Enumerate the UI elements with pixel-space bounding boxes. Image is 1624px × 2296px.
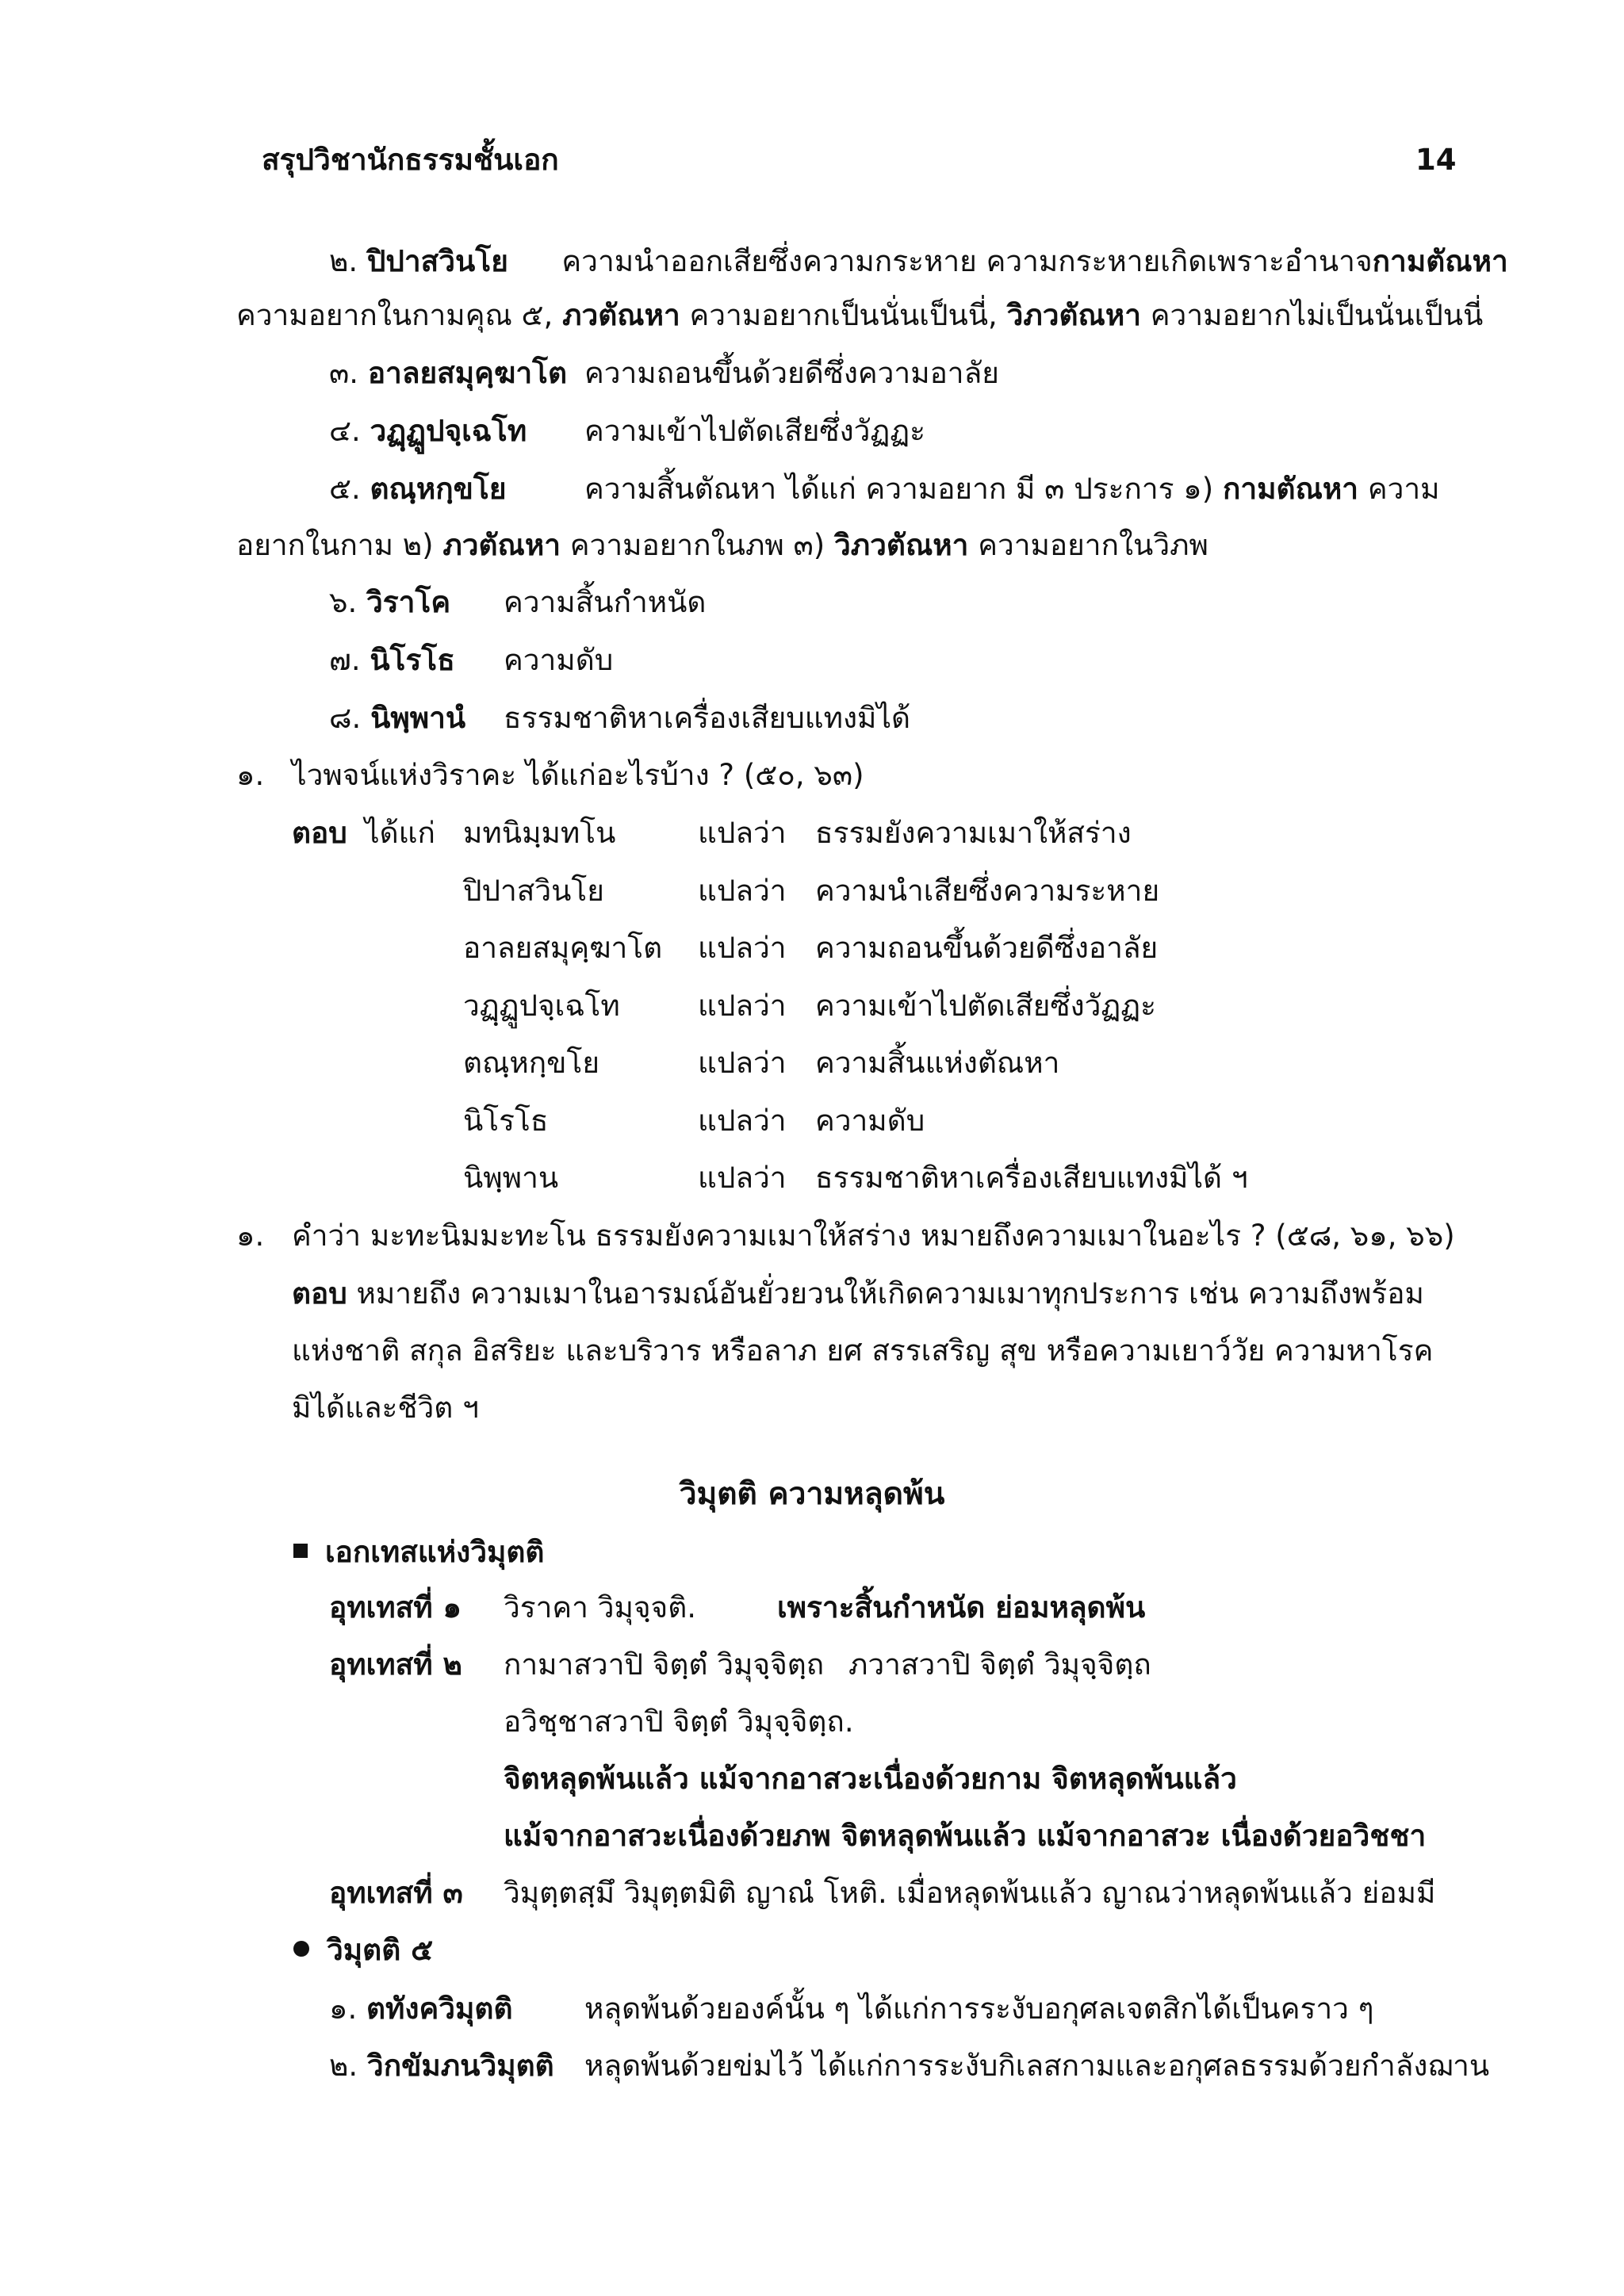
item-7-text: ความดับ xyxy=(504,643,614,677)
q1-answer-label: ตอบ xyxy=(292,816,347,850)
q1-row-meaning: ความเข้าไปตัดเสียซึ่งวัฏฏะ xyxy=(815,989,1156,1023)
item-7 xyxy=(329,643,455,678)
uddesa-2-label: อุทเทสที่ ๒ xyxy=(329,1647,462,1682)
vimutti-1 xyxy=(329,1992,512,2026)
item-5b-c: ความอยากในวิภพ xyxy=(968,528,1208,562)
item-2b-b: ความอยากเป็นนั่นเป็นนี่, xyxy=(680,298,1007,332)
q1-row-sep: แปลว่า xyxy=(698,1046,787,1080)
item-8-term: นิพฺพานํ xyxy=(370,701,466,735)
q1-row-sep: แปลว่า xyxy=(698,1104,787,1138)
square-bullet-icon xyxy=(293,1544,308,1558)
uddesa-1-label: อุทเทสที่ ๑ xyxy=(329,1590,462,1624)
q1-row-sep: แปลว่า xyxy=(698,1161,787,1195)
item-5 xyxy=(329,472,507,507)
item-5-text-a: ความสิ้นตัณหา ได้แก่ ความอยาก มี ๓ ประการ ๑) xyxy=(584,472,1223,506)
q1-row-meaning: ความถอนขึ้นด้วยดีซึ่งอาลัย xyxy=(815,931,1159,965)
item-3-number: ๓. xyxy=(329,356,368,390)
item-6-number: ๖. xyxy=(329,585,367,619)
item-7-number: ๗. xyxy=(329,643,370,677)
uddesa-2-meaning-1: จิตหลุดพ้นแล้ว แม้จากอาสวะเนื่องด้วยกาม จิตหลุดพ้นแล้ว xyxy=(504,1762,1237,1796)
uddesa-3-label: อุทเทสที่ ๓ xyxy=(329,1876,463,1910)
item-2-number: ๒. xyxy=(329,244,367,278)
item-6-term: วิราโค xyxy=(366,585,451,619)
q1-answer-prefix: ได้แก่ xyxy=(365,816,435,850)
page-number: 14 xyxy=(1415,143,1457,177)
q2-answer-label: ตอบ xyxy=(292,1276,347,1311)
item-3-text: ความถอนขึ้นด้วยดีซึ่งความอาลัย xyxy=(584,356,999,390)
item-5b-a: อยากในกาม ๒) xyxy=(236,528,443,562)
item-8 xyxy=(329,701,465,736)
document-title: สรุปวิชานักธรรมชั้นเอก xyxy=(262,143,559,177)
item-7-term: นิโรโธ xyxy=(370,643,455,677)
q2-answer-line1 xyxy=(292,1276,1424,1311)
q2-question: คำว่า มะทะนิมมะทะโน ธรรมยังความเมาให้สร่าง หมายถึงความเมาในอะไร ? (๕๘, ๖๑, ๖๖) xyxy=(292,1219,1455,1253)
vimutti-1-text: หลุดพ้นด้วยองค์นั้น ๆ ได้แก่การระงับอกุศลเจตสิกได้เป็นคราว ๆ xyxy=(584,1992,1374,2026)
q1-row-meaning: ความสิ้นแห่งตัณหา xyxy=(815,1046,1060,1080)
vimutti-2-text: หลุดพ้นด้วยข่มไว้ ได้แก่การระงับกิเลสกามและอกุศลธรรมด้วยกำลังฌาน xyxy=(584,2049,1490,2083)
q1-row-term: วฏฺฏูปจฺเฉโท xyxy=(463,989,620,1023)
item-8-number: ๘. xyxy=(329,701,371,735)
vimutti-2 xyxy=(329,2049,554,2084)
q1-row-term: นิโรโธ xyxy=(463,1104,549,1138)
q1-row-term: อาลยสมุคฺฆาโต xyxy=(463,931,663,965)
item-5b-bhava: ภวตัณหา xyxy=(442,528,561,562)
item-2-text: ความนำออกเสียซึ่งความกระหาย ความกระหายเกิดเพราะอำนาจ xyxy=(561,244,1373,278)
item-3 xyxy=(329,356,567,391)
item-5b-b: ความอยากในภพ ๓) xyxy=(561,528,834,562)
q1-row-meaning: ธรรมชาติหาเครื่องเสียบแทงมิได้ ฯ xyxy=(815,1161,1248,1195)
item-5-kama: กามตัณหา xyxy=(1222,472,1359,506)
q1-row-term: ปิปาสวินโย xyxy=(463,874,604,908)
q1-row-term: นิพฺพาน xyxy=(463,1161,559,1195)
q1-row-sep: แปลว่า xyxy=(698,874,787,908)
item-2b-c: ความอยากไม่เป็นนั่นเป็นนี่ xyxy=(1141,298,1484,332)
vimutti-5-title: วิมุตติ ๕ xyxy=(327,1933,434,1967)
item-2-line1 xyxy=(329,244,1508,279)
vimutti-5-heading xyxy=(293,1933,433,1968)
item-5-end: ความ xyxy=(1358,472,1440,506)
uddesa-1-pali: วิราคา วิมุจฺจติ. xyxy=(504,1590,697,1624)
uddesa-2-pali-3: อวิชฺชาสวาปิ จิตฺตํ วิมุจฺจิตฺถ. xyxy=(504,1705,854,1739)
item-2-term: ปิปาสวินโย xyxy=(366,244,508,278)
round-bullet-icon xyxy=(293,1941,309,1957)
item-2-kama-tanha: กามตัณหา xyxy=(1372,244,1508,278)
item-4-text: ความเข้าไปตัดเสียซึ่งวัฏฏะ xyxy=(584,414,925,448)
q2-answer-line3: มิได้และชีวิต ฯ xyxy=(292,1391,479,1425)
uddesa-2-meaning-2: แม้จากอาสวะเนื่องด้วยภพ จิตหลุดพ้นแล้ว แม้จากอาสวะ เนื่องด้วยอวิชชา xyxy=(504,1819,1427,1853)
item-5-number: ๕. xyxy=(329,472,370,506)
q1-row-term: ตณฺหกฺขโย xyxy=(463,1046,599,1080)
uddesa-3-text: วิมุตฺตสฺมึ วิมุตฺตมิติ ญาณํ โหติ. เมื่อหลุดพ้นแล้ว ญาณว่าหลุดพ้นแล้ว ย่อมมี xyxy=(504,1876,1436,1910)
item-4 xyxy=(329,414,527,449)
q1-row-meaning: ความนำเสียซึ่งความระหาย xyxy=(815,874,1160,908)
item-2-line2 xyxy=(236,298,1483,333)
item-4-term: วฏฺฏูปจฺเฉโท xyxy=(370,414,527,448)
item-3-term: อาลยสมุคฺฆาโต xyxy=(367,356,568,390)
item-5-line2 xyxy=(236,528,1208,563)
uddesa-1-meaning: เพราะสิ้นกำหนัด ย่อมหลุดพ้น xyxy=(777,1590,1146,1624)
item-2b-vibhava: วิภวตัณหา xyxy=(1006,298,1142,332)
q2-answer-line2: แห่งชาติ สกุล อิสริยะ และบริวาร หรือลาภ ยศ สรรเสริญ สุข หรือความเยาว์วัย ความหาโรค xyxy=(292,1334,1434,1368)
vimutti-2-term: วิกขัมภนวิมุตติ xyxy=(366,2049,554,2083)
item-6 xyxy=(329,585,450,620)
item-4-number: ๔. xyxy=(329,414,370,448)
q1-row-meaning: ความดับ xyxy=(815,1104,925,1138)
item-5-term: ตณฺหกฺขโย xyxy=(370,472,507,506)
uddesa-heading xyxy=(293,1535,544,1570)
vimutti-1-term: ตทังควิมุตติ xyxy=(366,1992,513,2026)
item-2b-bhava: ภวตัณหา xyxy=(562,298,680,332)
item-8-text: ธรรมชาติหาเครื่องเสียบแทงมิได้ xyxy=(504,701,911,735)
section-heading: วิมุตติ ความหลุดพ้น xyxy=(679,1476,945,1512)
uddesa-2-pali-2: ภวาสวาปิ จิตฺตํ วิมุจฺจิตฺถ xyxy=(848,1647,1151,1682)
q1-row-term: มทนิมฺมทโน xyxy=(463,816,616,850)
item-2b-a: ความอยากในกามคุณ ๕, xyxy=(236,298,563,332)
q1-row-sep: แปลว่า xyxy=(698,989,787,1023)
q2-answer-text1: หมายถึง ความเมาในอารมณ์อันยั่วยวนให้เกิดความเมาทุกประการ เช่น ความถึงพร้อม xyxy=(347,1276,1424,1311)
item-5-text xyxy=(584,472,1440,507)
vimutti-1-number: ๑. xyxy=(329,1992,367,2026)
uddesa-title: เอกเทสแห่งวิมุตติ xyxy=(325,1535,545,1569)
item-6-text: ความสิ้นกำหนัด xyxy=(504,585,707,619)
q1-row-sep: แปลว่า xyxy=(698,816,787,850)
q1-number: ๑. xyxy=(236,758,265,792)
q2-number: ๑. xyxy=(236,1219,265,1253)
q1-question: ไวพจน์แห่งวิราคะ ได้แก่อะไรบ้าง ? (๕๐, ๖๓) xyxy=(292,758,864,792)
vimutti-2-number: ๒. xyxy=(329,2049,367,2083)
q1-row-sep: แปลว่า xyxy=(698,931,787,965)
item-5b-vibhava: วิภวตัณหา xyxy=(833,528,969,562)
uddesa-2-pali-1: กามาสวาปิ จิตฺตํ วิมุจฺจิตฺถ xyxy=(504,1647,825,1682)
q1-row-meaning: ธรรมยังความเมาให้สร่าง xyxy=(815,816,1132,850)
